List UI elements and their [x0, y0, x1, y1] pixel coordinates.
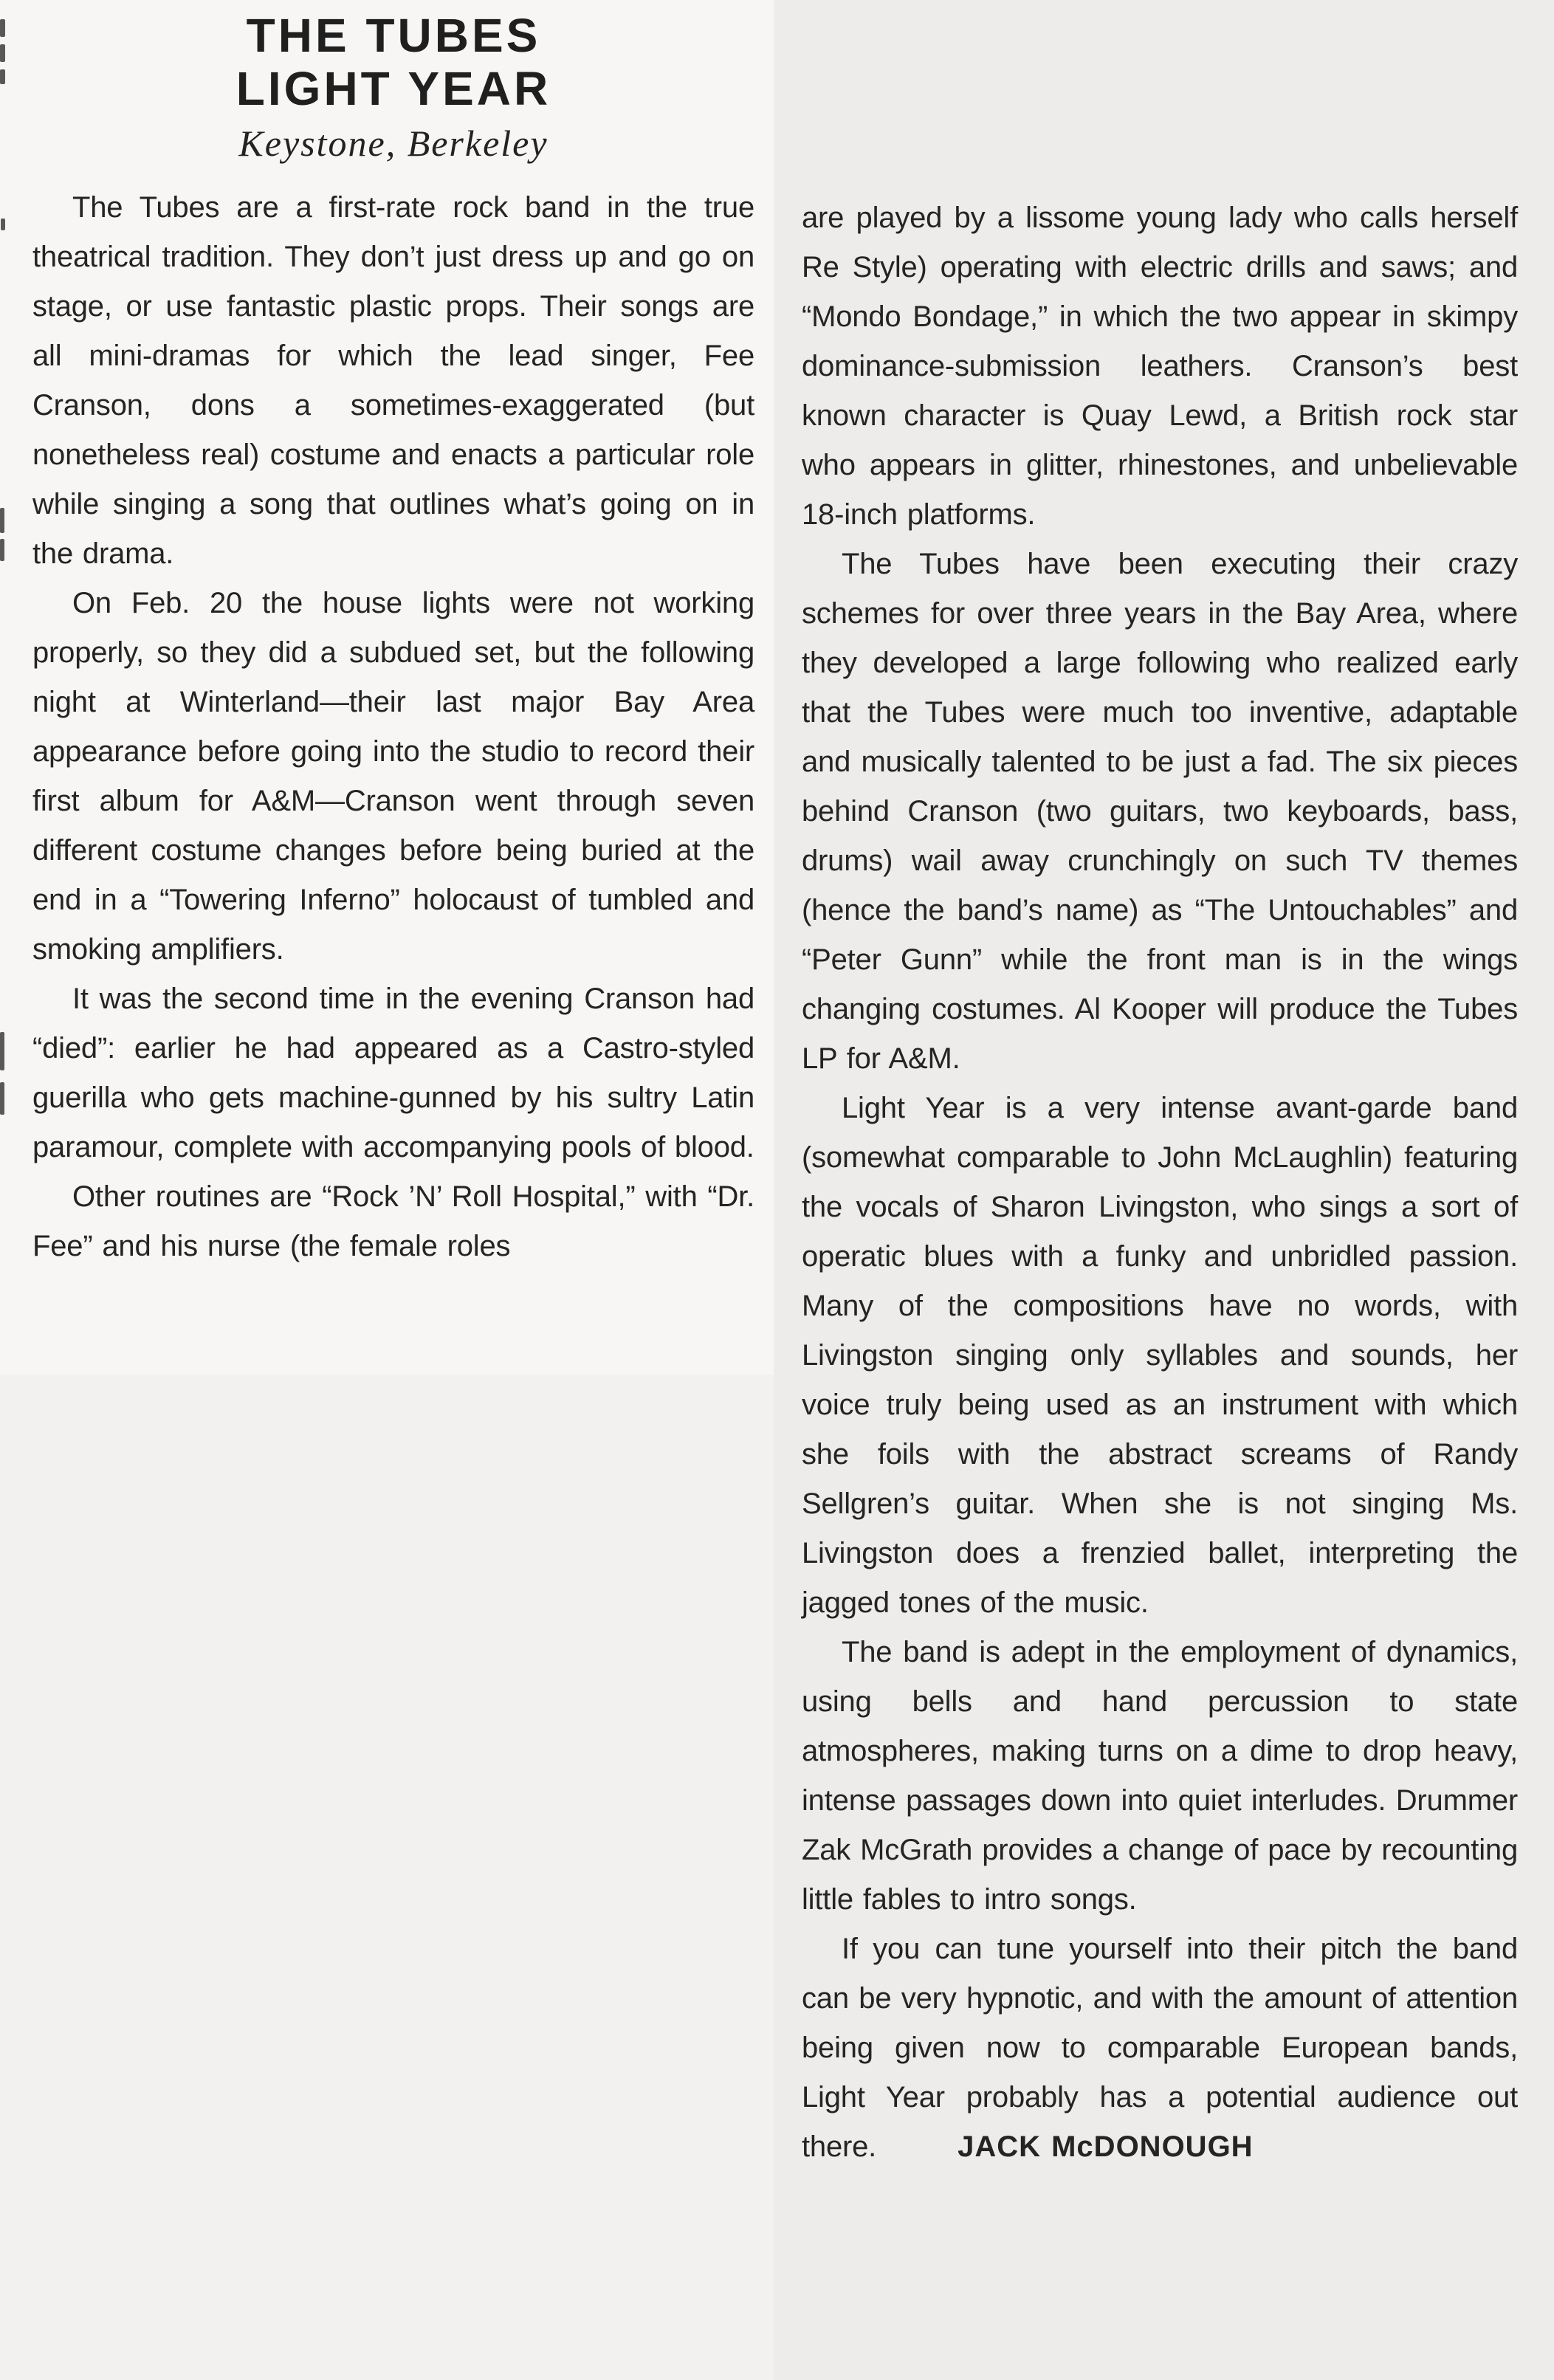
article-paragraph: Other routines are “Rock ’N’ Roll Hospital,” with “Dr. Fee” and his nurse (the female roles [32, 1180, 754, 1262]
article-paragraph: are played by a lissome young lady who calls herself Re Style) operating with electric drills and saws; and “Mondo Bondage,” in which the two appear in skimpy dominance-submission leathers. Cranson’s best known character is Quay Lewd, a British rock star who appears in glitter, rhinestones, and unbelievable 18-inch platforms. [802, 202, 1518, 531]
scan-artifact-mark [0, 508, 4, 533]
article-paragraph: The Tubes are a first-rate rock band in the true theatrical tradition. They don’t just dress up and go on stage, or use fantastic plastic props. Their songs are all mini-dramas for which the lead singer, Fee Cranson, dons a sometimes-exaggerated (but nonetheless real) costume and enacts a particular role while singing a song that outlines what’s going on in the drama. [32, 191, 754, 570]
scan-artifact-mark [1, 219, 5, 230]
article-title [32, 9, 754, 115]
article-paragraph: On Feb. 20 the house lights were not working properly, so they did a subdued set, but the following night at Winterland—their last major Bay Area appearance before going into the studio to record their first album for A&M—Cranson went through seven different costume changes before being buried at the end in a “Towering Inferno” holocaust of tumbled and smoking amplifiers. [32, 587, 754, 966]
scan-artifact-mark [0, 1082, 4, 1115]
left-column [32, 9, 754, 1271]
scan-artifact-mark [0, 539, 4, 561]
scan-artifact-mark [0, 44, 5, 62]
article-paragraph: It was the second time in the evening Cranson had “died”: earlier he had appeared as a Castro-styled guerilla who gets machine-gunned by his sultry Latin paramour, complete with accompanying pools of blood. [32, 983, 754, 1163]
article-closing-paragraph [802, 1925, 1518, 2172]
title-line-1: THE TUBES [246, 9, 541, 62]
article-header [32, 9, 754, 164]
byline: JACK McDONOUGH [958, 2130, 1254, 2163]
scan-artifact-mark [0, 1032, 4, 1070]
right-column [802, 193, 1518, 2172]
scan-artifact-mark [0, 69, 5, 84]
venue-subtitle: Keystone, Berkeley [238, 123, 549, 164]
article-paragraph: The Tubes have been executing their crazy schemes for over three years in the Bay Area, where they developed a large following who realized early that the Tubes were much too inventive, adaptable and musically talented to be just a fad. The six pieces behind Cranson (two guitars, two keyboards, bass, drums) wail away crunchingly on such TV themes (hence the band’s name) as “The Untouchables” and “Peter Gunn” while the front man is in the wings changing costumes. Al Kooper will produce the Tubes LP for A&M. [802, 548, 1518, 1075]
title-line-2: LIGHT YEAR [235, 62, 551, 115]
scan-artifact-mark [0, 19, 5, 37]
left-column-lower-background [0, 1375, 774, 2380]
article-paragraph: The band is adept in the employment of dynamics, using bells and hand percussion to state atmospheres, making turns on a dime to drop heavy, intense passages down into quiet interludes. Drummer Zak McGrath provides a change of pace by recounting little fables to intro songs. [802, 1636, 1518, 1916]
closing-text: If you can tune yourself into their pitch the band can be very hypnotic, and with the amount of attention being given now to comparable European bands, Light Year probably has a potential audience out there. [802, 1933, 1518, 2163]
article-paragraph: Light Year is a very intense avant-garde band (somewhat comparable to John McLaughlin) featuring the vocals of Sharon Livingston, who sings a sort of operatic blues with a funky and unbridled passion. Many of the compositions have no words, with Livingston singing only syllables and sounds, her voice truly being used as an instrument with which she foils with the abstract screams of Randy Sellgren’s guitar. When she is not singing Ms. Livingston does a frenzied ballet, interpreting the jagged tones of the music. [802, 1092, 1518, 1619]
